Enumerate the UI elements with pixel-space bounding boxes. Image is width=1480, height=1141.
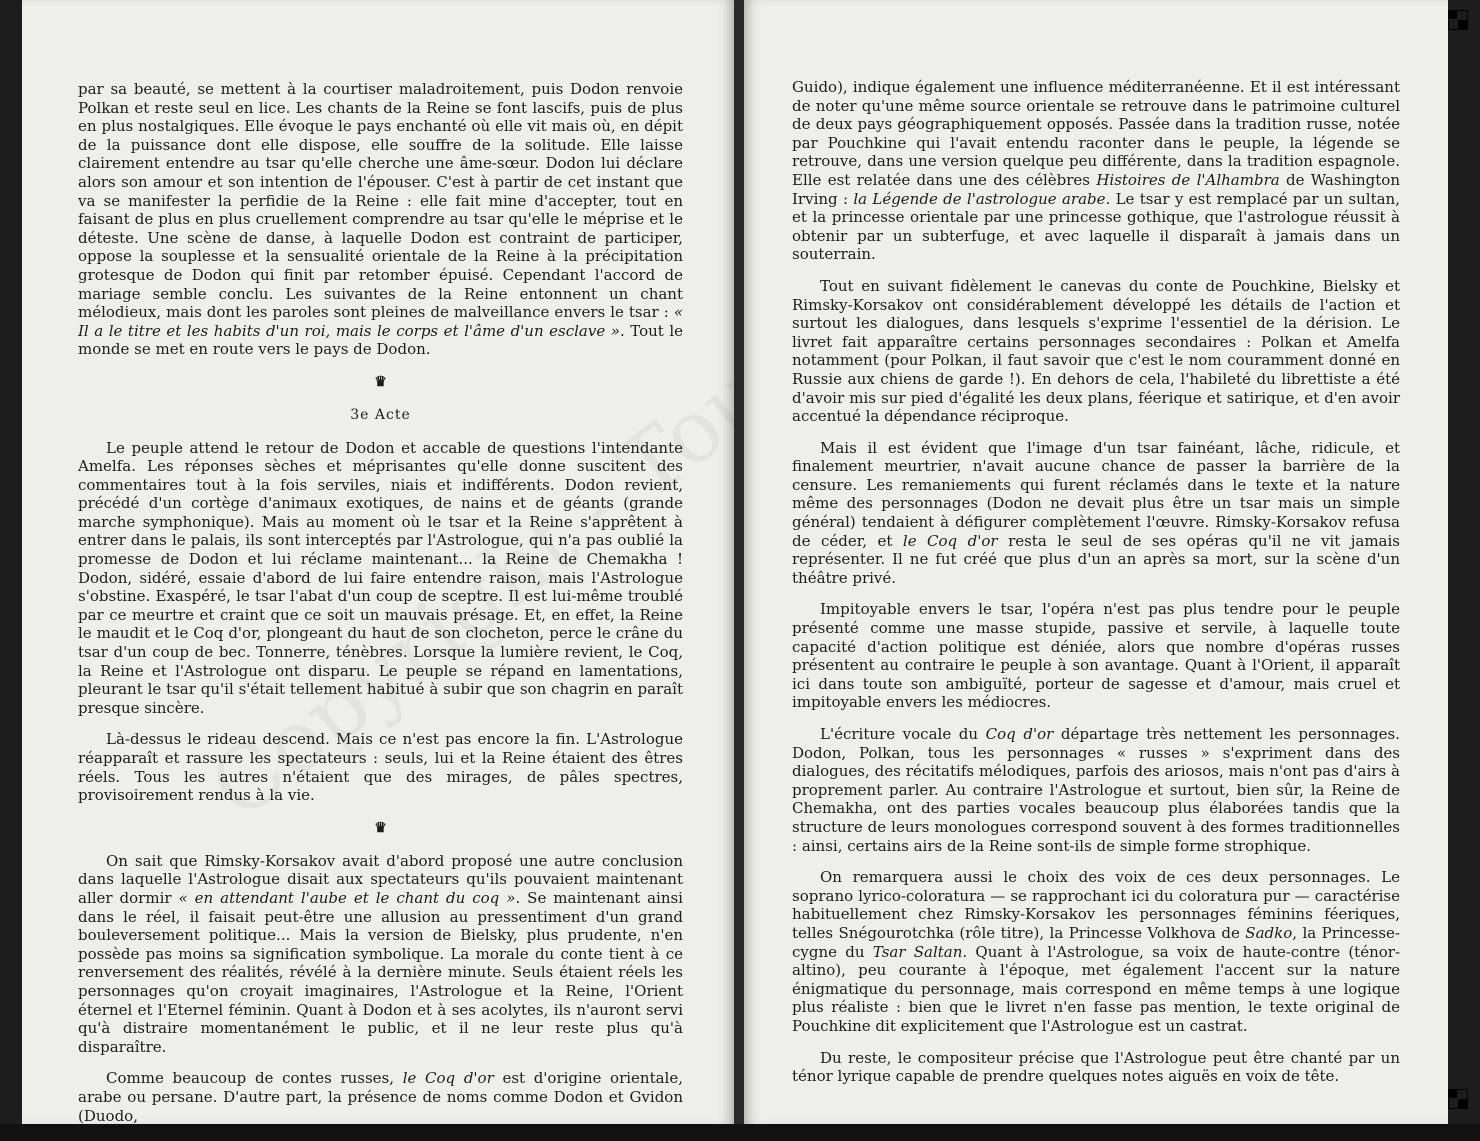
paragraph: [792, 725, 1400, 855]
paragraph: [78, 80, 683, 359]
scanner-edge: [0, 1124, 1480, 1141]
ornament-icon: ♛: [374, 819, 387, 836]
text-run: . Se maintenant ainsi dans le réel, il faisait peut-être une allusion au pressentiment d'un grand bouleversement politique... Mais la version de Bielsky, plus prudente, n'en possède pas moins sa signification symbolique. La morale du conte tient à ce renversement des réalités, révélé à la dernière minute. Seuls étaient réels les personnages qu'on croyait imaginaires, l'Astrologue et la Reine, l'Orient éternel et l'Eternel féminin. Quant à Dodon et à ses acolytes, ils n'auront servi qu'à distraire momentanément le public, et il ne leur reste plus qu'à disparaître.: [78, 888, 683, 1056]
paragraph: Impitoyable envers le tsar, l'opéra n'est pas plus tendre pour le peuple présenté comme une masse stupide, passive et servile, à laquelle toute capacité d'action politique est déniée, alors que nombre d'opéras russes présentent au contraire le peuple à son avantage. Quant à l'Orient, il apparaît ici dans toute son ambiguïté, porteur de sagesse et d'amour, mais cruel et impitoyable envers les médiocres.: [792, 600, 1400, 712]
left-text-column: [78, 80, 683, 1138]
left-page: [22, 0, 734, 1124]
text-run: par sa beauté, se mettent à la courtiser maladroitement, puis Dodon renvoie Polkan et reste seul en lice. Les chants de la Reine se font lascifs, puis de plus en plus nostalgiques. Elle évoque le pays enchanté où elle vit mais où, en dépit de la puissance dont elle dispose, elle souffre de la solitude. Elle laisse clairement entendre au tsar qu'elle cherche une âme-sœur. Dodon lui déclare alors son amour et son intention de l'épouser. C'est à partir de cet instant que va se manifester la perfidie de la Reine : elle fait mine d'accepter, tout en faisant de plus en plus cruellement comprendre au tsar qu'elle le méprise et le déteste. Une scène de danse, à laquelle Dodon est contraint de participer, oppose la souplesse et la sensualité orientale de la Reine à la précipitation grotesque de Dodon qui finit par retomber épuisé. Cependant l'accord de mariage semble conclu. Les suivantes de la Reine entonnent un chant mélodieux, mais dont les paroles sont pleines de malveillance envers le tsar :: [78, 80, 683, 322]
paragraph: Le peuple attend le retour de Dodon et accable de questions l'intendante Amelfa. Les réponses sèches et méprisantes qu'elle donne suscitent des commentaires tout à la fois serviles, niais et indifférents. Dodon revient, précédé d'un cortège d'animaux exotiques, de nains et de géants (grande marche symphonique). Mais au moment où le tsar et la Reine s'apprêtent à entrer dans le palais, ils sont interceptés par l'Astrologue, qui n'a pas oublié la promesse de Dodon et lui réclame maintenant... la Reine de Chemakha ! Dodon, sidéré, essaie d'abord de lui faire entendre raison, mais l'Astrologue s'obstine. Exaspéré, le tsar l'abat d'un coup de sceptre. Il est lui-même troublé par ce meurtre et craint que ce soit un mauvais présage. Et, en effet, la Reine le maudit et le Coq d'or, plongeant du haut de son clocheton, perce le crâne du tsar d'un coup de bec. Tonnerre, ténèbres. Lorsque la lumière revient, le Coq, la Reine et l'Astrologue ont disparu. Le peuple se répand en lamentations, pleurant le tsar qu'il s'était tellement habitué à subir que son chagrin en paraît presque sincère.: [78, 438, 683, 717]
text-run: départage très nettement les personnages. Dodon, Polkan, tous les personnages « russes » s'expriment dans des dialogues, des récitatifs mélodiques, parfois des ariosos, mais n'ont pas d'airs à proprement parler. Au contraire l'Astrologue et surtout, bien sûr, la Reine de Chemakha, ont des parties vocales beaucoup plus élaborées tandis que la structure de leurs monologues correspond souvent à des formes traditionnelles : ainsi, certains airs de la Reine sont-ils de simple forme strophique.: [792, 725, 1400, 855]
text-run: . Tout le monde se met en route vers le pays de Dodon.: [78, 321, 683, 359]
paragraph: Du reste, le compositeur précise que l'Astrologue peut être chanté par un ténor lyrique capable de prendre quelques notes aiguës en voix de tête.: [792, 1048, 1400, 1086]
italic-quote: « Il a le titre et les habits d'un roi, mais le corps et l'âme d'un esclave »: [78, 303, 683, 340]
text-run: Guido), indique également une influence méditerranéenne. Et il est intéressant de noter qu'une même source orientale se retrouve dans le patrimoine culturel de deux pays géographiquement opposés. Passée dans la tradition russe, notée par Pouchkine qui l'avait entendu raconter dans le peuple, la légende se retrouve, dans une version quelque peu différente, dans la tradition espagnole. Elle est relatée dans une des célèbres: [792, 78, 1400, 189]
text-run: Comme beaucoup de contes russes,: [106, 1069, 395, 1088]
paragraph: Tout en suivant fidèlement le canevas du conte de Pouchkine, Bielsky et Rimsky-Korsakov ont considérablement développé les détails de l'action et surtout les dialogues, dans lesquels s'exprime l'essentiel de la dérision. Le livret fait apparaître certains personnages secondaires : Polkan et Amelfa notamment (pour Polkan, il faut savoir que c'est le nom couramment donné en Russie aux chiens de garde !). En dehors de cela, l'habileté du librettiste a été d'avoir mis sur pied d'égalité les deux plans, féerique et satirique, et d'en avoir accentué la dépendance réciproque.: [792, 276, 1400, 426]
text-run: Mais il est évident que l'image d'un tsar fainéant, lâche, ridicule, et finalement meurtrier, n'avait aucune chance de passer la barrière de la censure. Les remaniements qui furent réclamés dans le texte et la nature même des personnages (Dodon ne devait plus être un tsar mais un simple général) tendaient à défigurer complètement l'œuvre. Rimsky-Korsakov refusa de céder, et: [792, 438, 1400, 550]
italic-title: Tsar Saltan: [872, 942, 963, 961]
paragraph: Là-dessus le rideau descend. Mais ce n'est pas encore la fin. L'Astrologue réapparaît et rassure les spectateurs : seuls, lui et la Reine étaient des êtres réels. Tous les autres n'étaient que des mirages, de pâles spectres, provisoirement rendus à la vie.: [78, 730, 683, 805]
text-run: . Le tsar y est remplacé par un sultan, et la princesse orientale par une princesse gothique, que l'astrologue réussit à obtenir par un subterfuge, et avec laquelle il disparaît à jamais dans un souterrain.: [792, 189, 1400, 264]
scan-target-icon: [1448, 1089, 1468, 1109]
scan-target-icon: [1448, 10, 1468, 30]
ornament-icon: ♛: [374, 373, 387, 390]
act-heading: 3e Acte: [350, 406, 411, 423]
italic-quote: « en attendant l'aube et le chant du coq »: [178, 888, 516, 907]
italic-title: Coq d'or: [985, 725, 1054, 743]
text-run: . Quant à l'Astrologue, sa voix de haute-contre (ténor-altino), peu courante à l'époque, met également l'accent sur la nature énigmatique du personnage, mais correspond en même temps à une logique plus réaliste : bien que le livret n'en fasse pas mention, le texte original de Pouchkine dit explicitement que l'Astrologue est un castrat.: [792, 942, 1401, 1035]
right-page: [744, 0, 1448, 1124]
right-text-column: [792, 78, 1400, 1099]
text-run: de Washington Irving :: [792, 170, 1400, 208]
italic-title: la Légende de l'astrologue arabe: [853, 189, 1106, 208]
italic-title: Histoires de l'Alhambra: [1096, 170, 1280, 189]
text-run: resta le seul de ses opéras qu'il ne vit jamais représenter. Il ne fut créé que plus d'un an après sa mort, sur la scène d'un théâtre privé.: [792, 531, 1400, 587]
paragraph: [78, 1069, 683, 1125]
text-run: est d'origine orientale, arabe ou persane. D'autre part, la présence de noms comme Dodon et Gvidon (Duodo,: [78, 1069, 683, 1125]
italic-title: le Coq d'or: [902, 531, 998, 550]
paragraph: [78, 852, 683, 1057]
text-run: L'écriture vocale du: [820, 725, 979, 743]
text-run: On remarquera aussi le choix des voix de ces deux personnages. Le soprano lyrico-coloratura — se rapprochant ici du coloratura pur — caractérise habituellement chez Rimsky-Korsakov les personnages féminins féeriques, telles Snégourotchka (rôle titre), la Princesse Volkhova de: [792, 868, 1400, 942]
italic-title: le Coq d'or: [402, 1069, 494, 1088]
book-gutter: [734, 0, 744, 1124]
paragraph: [792, 78, 1400, 264]
italic-title: Sadko: [1245, 923, 1293, 942]
paragraph: [792, 868, 1400, 1035]
text-run: , la Princesse-cygne du: [792, 923, 1400, 961]
text-run: On sait que Rimsky-Korsakov avait d'abord proposé une autre conclusion dans laquelle l'Astrologue disait aux spectateurs qu'ils pouvaient maintenant aller dormir: [78, 851, 683, 907]
paragraph: [792, 439, 1400, 588]
